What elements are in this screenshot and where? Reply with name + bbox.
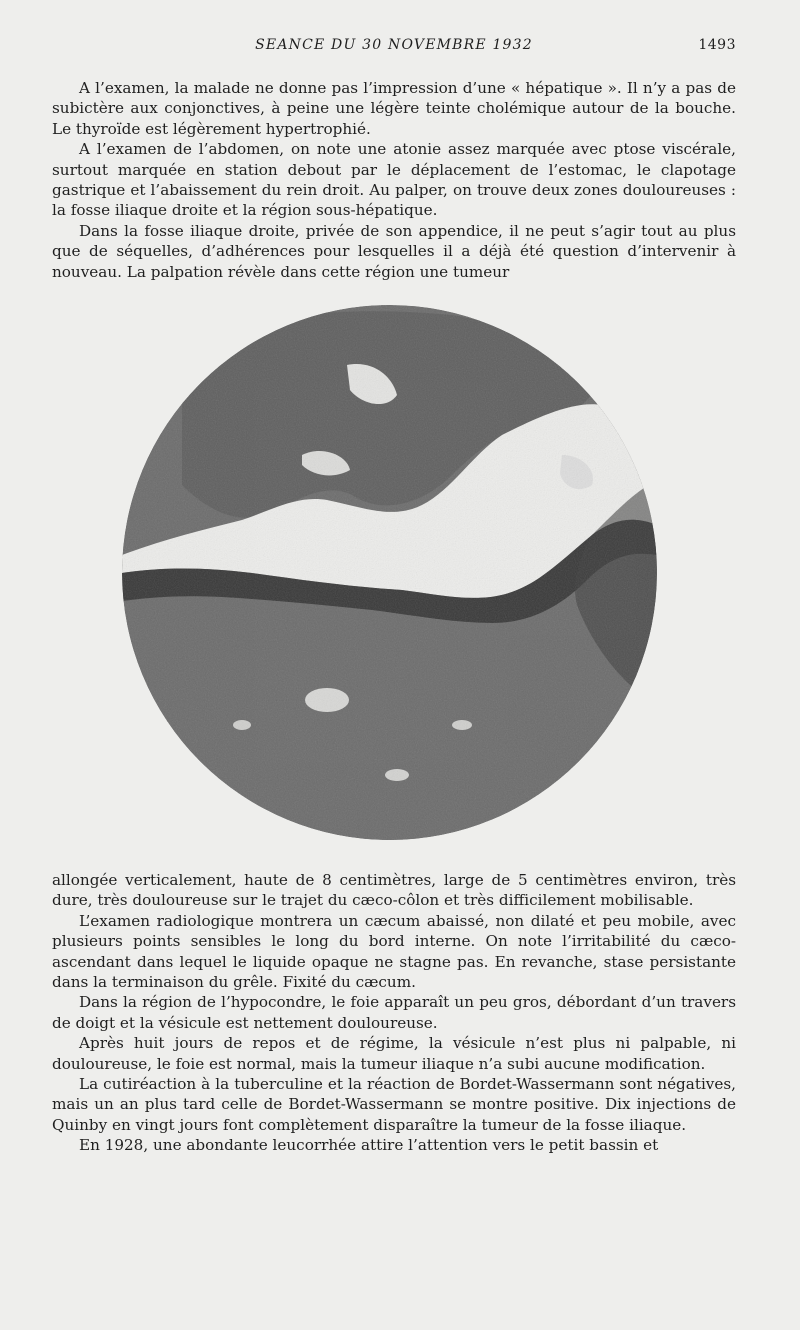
paragraph-radiologique: L’examen radiologique montrera un cæcum abaissé, non dilaté et peu mobile, avec plusieurs points sensibles le long du bord interne. On note l’irritabilité du cæco-ascendant dans lequel le liquide opaque ne stagne pas. En revanche, stase persistante dans la terminaison du grêle. Fixité du cæcum. [52,911,736,992]
paragraph-fosse-iliaque: Dans la fosse iliaque droite, privée de son appendice, il ne peut s’agir tout au plus que de séquelles, d’adhérences pour lesquelles il a déjà été question d’intervenir à nouveau. La palpation révèle dans cette région une tumeur [52,221,736,281]
paragraph-1928: En 1928, une abondante leucorrhée attire l’attention vers le petit bassin et [79,1136,659,1155]
paragraph-tumeur-continuation: allongée verticalement, haute de 8 centimètres, large de 5 centimètres environ, très dure, très douloureuse sur le trajet du cæco-côlon et très difficilement mobilisable. [52,871,736,910]
paragraph-examen: A l’examen, la malade ne donne pas l’impression d’une « hépatique ». Il n’y a pas de subictère aux conjonctives, à peine une légère teinte cholémique autour de la bouche. Le thyroïde est légèrement hypertrophié. [52,79,736,138]
paragraph-hypocondre: Dans la région de l’hypocondre, le foie apparaît un peu gros, débordant d’un travers de doigt et la vésicule est nettement douloureuse. [52,993,736,1032]
paragraph-cutireaction: La cutiréaction à la tuberculine et la réaction de Bordet-Wassermann sont négatives, mais un an plus tard celle de Bordet-Wassermann se montre positive. Dix injections de Quinby en vingt jours font complètement disparaître la tumeur de la fosse iliaque. [52,1075,736,1134]
histology-micrograph-figure [122,305,657,840]
micrograph-image [122,305,657,840]
text-block-bottom [52,870,736,1156]
running-title: SEANCE DU 30 NOVEMBRE 1932 [255,37,533,53]
paragraph-repos: Après huit jours de repos et de régime, la vésicule n’est plus ni palpable, ni douloureuse, le foie est normal, mais la tumeur iliaque n’a subi aucune modification. [52,1034,736,1073]
running-head [52,37,736,57]
paragraph-abdomen: A l’examen de l’abdomen, on note une atonie assez marquée avec ptose viscérale, surtout marquée en station debout par le déplacement de l’estomac, le clapotage gastrique et l’abaissement du rein droit. Au palper, on trouve deux zones douloureuses : la fosse iliaque droite et la région sous-hépatique. [52,140,736,220]
text-block-top [52,78,736,282]
page-number: 1493 [698,37,736,53]
